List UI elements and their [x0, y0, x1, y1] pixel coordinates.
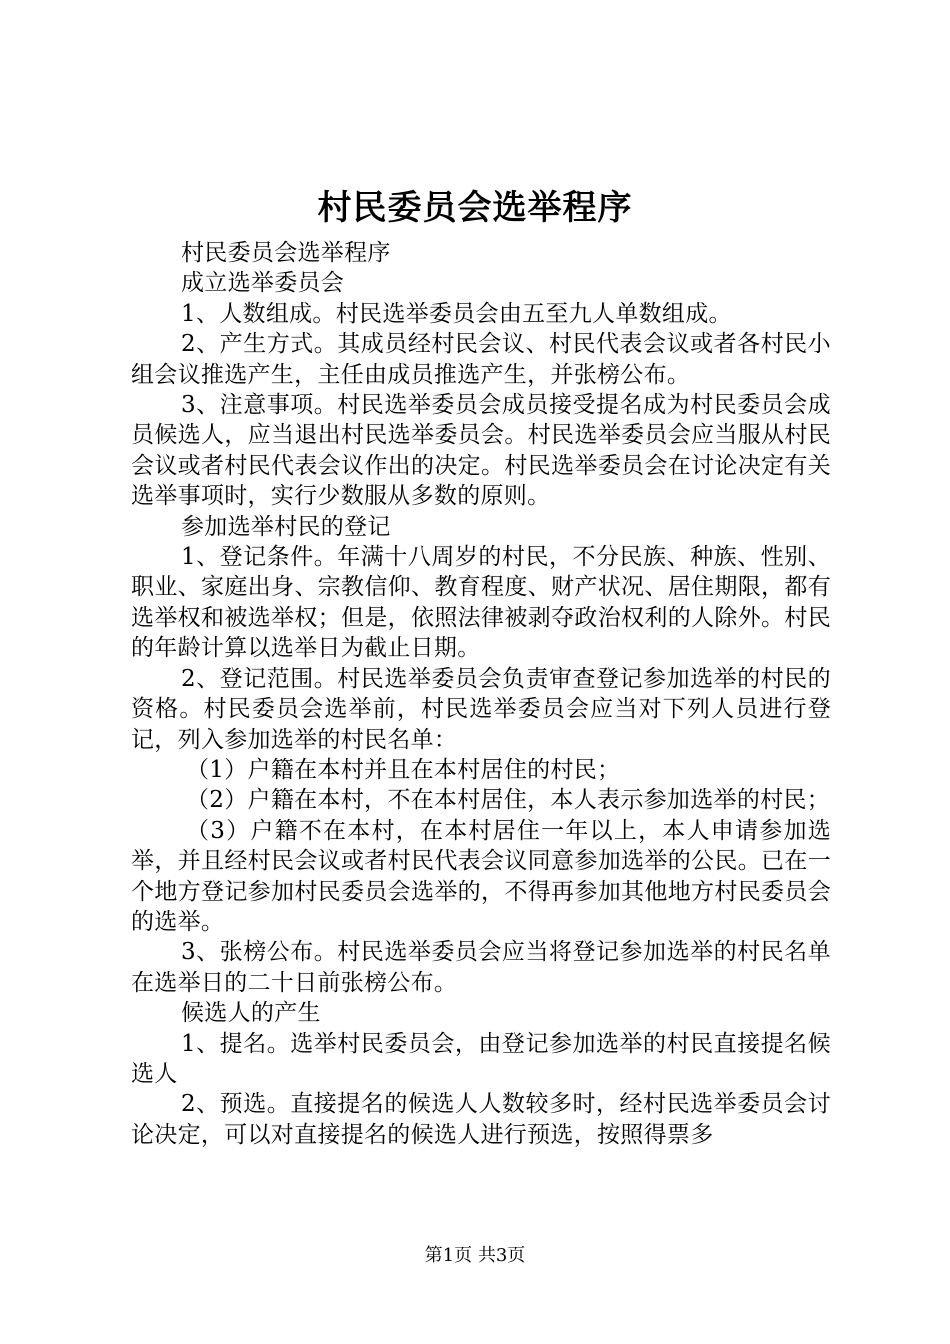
- paragraph: 1、登记条件。年满十八周岁的村民，不分民族、种族、性别、职业、家庭出身、宗教信仰、教育程度、财产状况、居住期限，都有选举权和被选举权；但是，依照法律被剥夺政治权利的人除外。村民的年龄计算以选举日为截止日期。: [131, 544, 831, 662]
- document-body: [131, 238, 831, 1150]
- paragraph: 2、产生方式。其成员经村民会议、村民代表会议或者各村民小组会议推选产生，主任由成员推选产生，并张榜公布。: [131, 331, 831, 388]
- page-footer: 第1页 共3页: [424, 1245, 526, 1266]
- paragraph: 3、张榜公布。村民选举委员会应当将登记参加选举的村民名单在选举日的二十日前张榜公布。: [131, 939, 831, 996]
- paragraph: 2、登记范围。村民选举委员会负责审查登记参加选举的村民的资格。村民委员会选举前，村民选举委员会应当对下列人员进行登记，列入参加选举的村民名单：: [131, 665, 831, 753]
- list-item: （2）户籍在本村，不在本村居住，本人表示参加选举的村民；: [186, 787, 831, 814]
- section-heading: 候选人的产生: [181, 1000, 321, 1027]
- paragraph: 村民委员会选举程序: [181, 240, 391, 266]
- document-title: 村民委员会选举程序: [317, 188, 633, 228]
- list-item: （1）户籍在本村并且在本村居住的村民；: [186, 756, 621, 783]
- paragraph: 2、预选。直接提名的候选人人数较多时，经村民选举委员会讨论决定，可以对直接提名的候选人进行预选，按照得票多: [131, 1091, 831, 1148]
- paragraph: 1、提名。选举村民委员会，由登记参加选举的村民直接提名候选人: [131, 1030, 831, 1087]
- paragraph: 3、注意事项。村民选举委员会成员接受提名成为村民委员会成员候选人，应当退出村民选举委员会。村民选举委员会应当服从村民会议或者村民代表会议作出的决定。村民选举委员会在讨论决定有关选举事项时，实行少数服从多数的原则。: [131, 392, 831, 510]
- list-item: （3）户籍不在本村，在本村居住一年以上，本人申请参加选举，并且经村民会议或者村民代表会议同意参加选举的公民。已在一个地方登记参加村民委员会选举的，不得再参加其他地方村民委员会的选举。: [131, 817, 831, 935]
- paragraph: 1、人数组成。村民选举委员会由五至九人单数组成。: [181, 300, 732, 327]
- section-heading: 参加选举村民的登记: [181, 513, 391, 540]
- section-heading: 成立选举委员会: [181, 270, 345, 297]
